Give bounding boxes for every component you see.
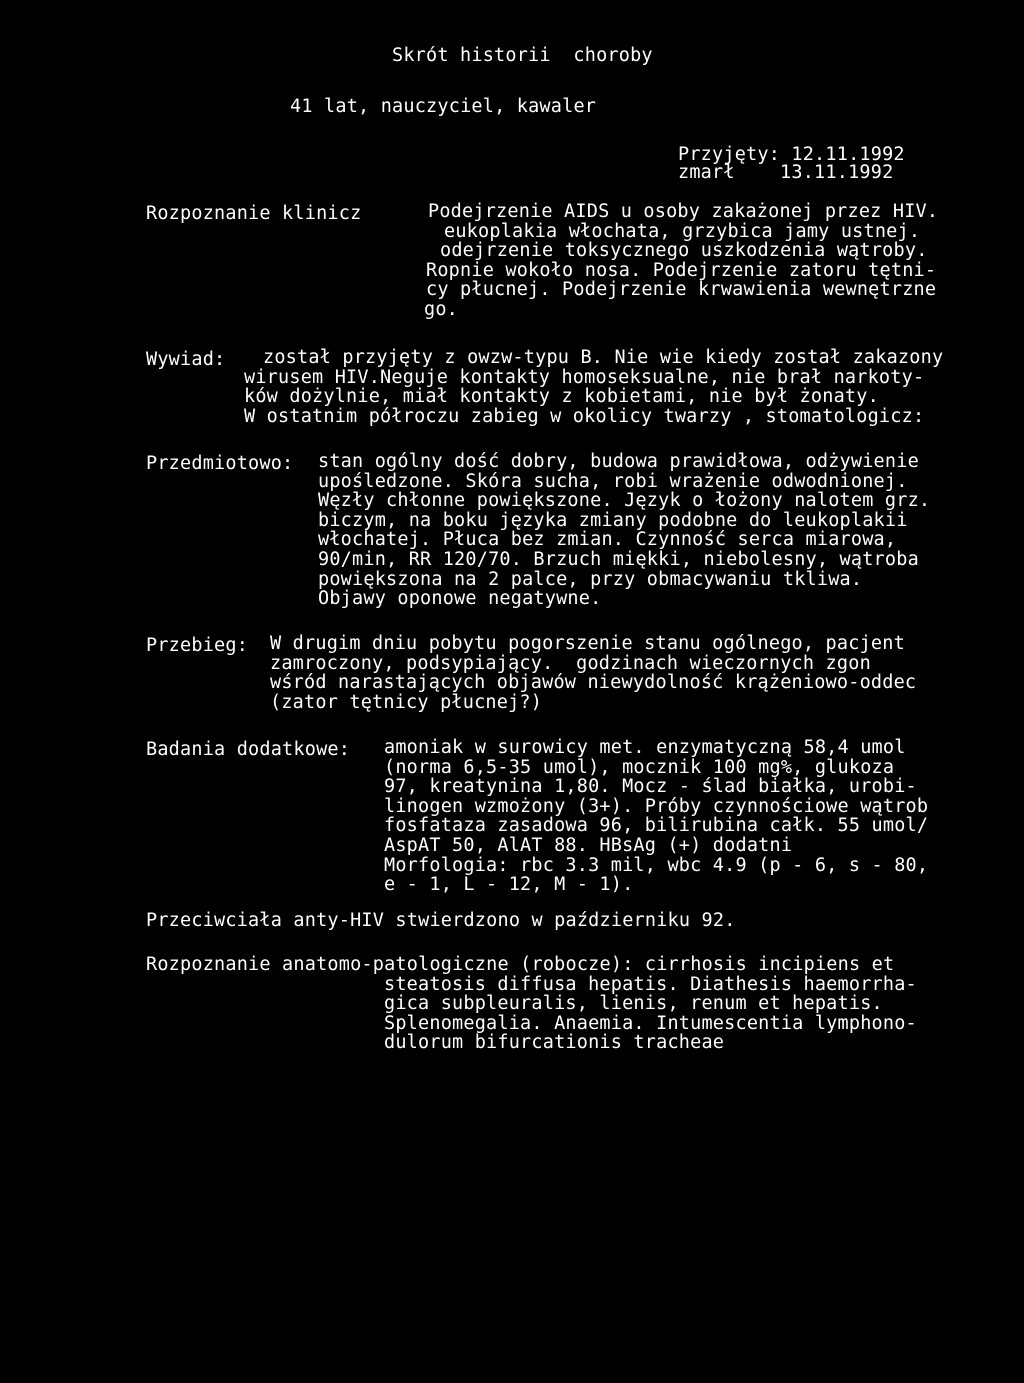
pathological-diagnosis-line: Splenomegalia. Anaemia. Intumescentia lymphono- [384, 1012, 917, 1034]
hiv-antibodies-note: Przeciwciała anty-HIV stwierdzono w październiku 92. [146, 910, 736, 931]
examination-line: Węzły chłonne powiększone. Język o łożony nalotem grz. [318, 490, 931, 512]
pathological-diagnosis-first-line [146, 955, 917, 975]
pathological-diagnosis-line: steatosis diffusa hepatis. Diathesis haemorrha- [384, 973, 917, 995]
additional-tests-line: AspAT 50, AlAT 88. HBsAg (+) dodatni [384, 834, 793, 856]
history-text [244, 348, 943, 426]
additional-tests-line: (norma 6,5-35 umol), mocznik 100 mg%, glukoza [384, 756, 895, 778]
clinical-diagnosis-line: Podejrzenie AIDS u osoby zakażonej przez HIV. [428, 201, 939, 222]
clinical-diagnosis-line: Ropnie wokoło nosa. Podejrzenie zatoru tętni- [426, 259, 937, 281]
examination-label: Przedmiotowo: [146, 453, 294, 474]
examination-line: powiększona na 2 palce, przy obmacywaniu tkliwa. [318, 568, 863, 590]
patient-summary: 41 lat, nauczyciel, kawaler [290, 96, 597, 117]
pathological-diagnosis [146, 955, 917, 1053]
document-title: Skrót historii choroby [392, 45, 653, 66]
additional-tests-line: fosfataza zasadowa 96, bilirubina całk. 55 umol/ [384, 815, 929, 837]
course-line: wśród narastających objawów niewydolność krążeniowo-oddec [270, 672, 917, 694]
examination-line: włochatej. Płuca bez zmian. Czynność serca miarowa, [318, 529, 897, 551]
pathological-diagnosis-line: dulorum bifurcationis tracheae [384, 1032, 725, 1054]
additional-tests-line: linogen wzmożony (3+). Próby czynnościowe wątrob [384, 795, 929, 817]
history-line: został przyjęty z owzw-typu B. Nie wie kiedy został zakazony [263, 347, 944, 368]
additional-tests-label: Badania dodatkowe: [146, 739, 351, 760]
additional-tests-line: e - 1, L - 12, M - 1). [384, 874, 634, 896]
examination-line: upośledzone. Skóra sucha, robi wrażenie odwodnionej. [318, 470, 908, 492]
clinical-diagnosis-text [424, 201, 939, 320]
clinical-diagnosis-line: eukoplakia włochata, grzybica jamy ustnej. [444, 220, 921, 242]
course-line: W drugim dniu pobytu pogorszenie stanu ogólnego, pacjent [270, 633, 905, 654]
additional-tests-text [384, 738, 928, 895]
clinical-diagnosis-line: odejrzenie toksycznego uszkodzenia wątroby. [440, 240, 928, 262]
additional-tests-line: Morfologia: rbc 3.3 mil, wbc 4.9 (p - 6, s - 80, [384, 854, 929, 876]
history-label: Wywiad: [146, 349, 226, 370]
additional-tests-line: amoniak w surowicy met. enzymatyczną 58,4 umol [384, 737, 906, 758]
course-label: Przebieg: [146, 635, 249, 656]
course-line: zamroczony, podsypiający. godzinach wieczornych zgon [270, 652, 871, 674]
examination-line: biczym, na boku języka zmiany podobne do leukoplakii [318, 509, 908, 531]
examination-line: Objawy oponowe negatywne. [318, 588, 602, 610]
examination-line: 90/min, RR 120/70. Brzuch miękki, niebolesny, wątroba [318, 548, 919, 570]
pathological-diagnosis-line: gica subpleuralis, lienis, renum et hepatis. [384, 993, 883, 1015]
admission-date: Przyjęty: 12.11.1992 [678, 144, 905, 165]
history-line: ków dożylnie, miał kontakty z kobietami, nie był żonaty. [244, 386, 879, 408]
course-line: (zator tętnicy płucnej?) [270, 691, 543, 713]
clinical-diagnosis-label: Rozpoznanie klinicz [146, 203, 362, 224]
additional-tests-line: 97, kreatynina 1,80. Mocz - ślad białka, urobi- [384, 776, 917, 798]
history-line: W ostatnim półroczu zabieg w okolicy twarzy , stomatologicz: [244, 405, 925, 427]
examination-line: stan ogólny dość dobry, budowa prawidłowa, odżywienie [318, 451, 919, 472]
history-line: wirusem HIV.Neguje kontakty homoseksualne, nie brał narkoty- [244, 366, 925, 388]
pathological-diagnosis-label: Rozpoznanie anatomo-patologiczne (robocze): [146, 954, 634, 975]
course-text [270, 634, 916, 712]
pathological-diagnosis-line: cirrhosis incipiens et [644, 954, 895, 975]
examination-text [318, 452, 930, 609]
death-date: zmarł 13.11.1992 [678, 162, 894, 183]
clinical-diagnosis-line: go. [424, 298, 459, 320]
clinical-diagnosis-line: cy płucnej. Podejrzenie krwawienia wewnętrzne [426, 279, 937, 301]
